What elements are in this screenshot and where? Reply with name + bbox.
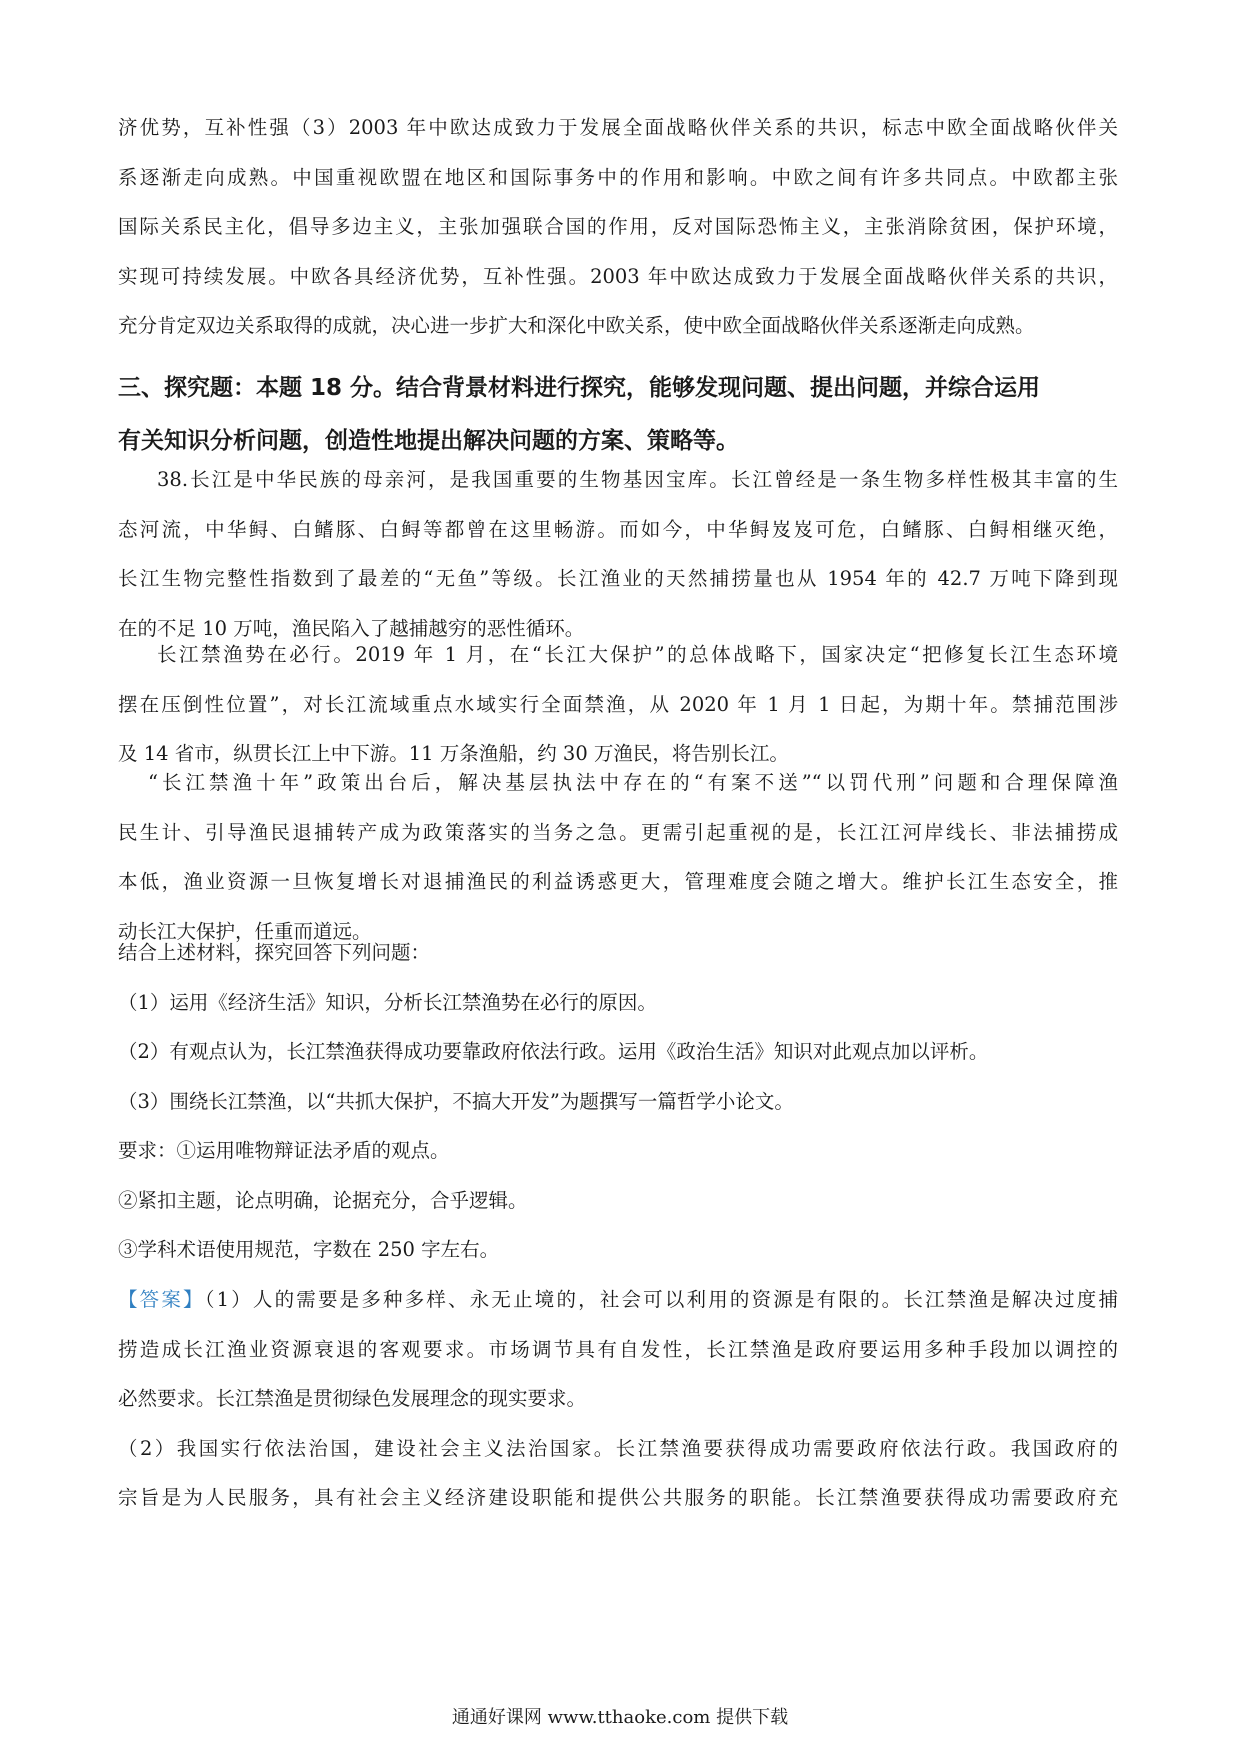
- text-line: （2）我国实行依法治国，建设社会主义法治国家。长江禁渔要获得成功需要政府依法行政。我国政府的: [118, 1436, 1118, 1460]
- text-line: 及 14 省市，纵贯长江上中下游。11 万条渔船，约 30 万渔民，将告别长江。: [118, 742, 789, 765]
- requirement-3: ③学科术语使用规范，字数在 250 字左右。: [118, 1238, 500, 1261]
- text-line: 实现可持续发展。中欧各具经济优势，互补性强。2003 年中欧达成致力于发展全面战略伙伴关系的共识，: [118, 264, 1118, 288]
- text-line: 长江生物完整性指数到了最差的“无鱼”等级。长江渔业的天然捕捞量也从 1954 年的 42.7 万吨下降到现: [118, 567, 1118, 590]
- previous-answer-paragraph: [118, 103, 1118, 351]
- question-3: （3）围绕长江禁渔，以“共抓大保护，不搞大开发”为题撰写一篇哲学小论文。: [118, 1089, 794, 1113]
- text-line: 摆在压倒性位置”，对长江流域重点水域实行全面禁渔，从 2020 年 1 月 1 日起，为期十年。禁捕范围涉: [118, 692, 1118, 716]
- requirement-2: ②紧扣主题，论点明确，论据充分，合乎逻辑。: [118, 1188, 528, 1212]
- answer-line-1: [118, 1275, 1118, 1325]
- answer-block: [118, 1275, 1118, 1523]
- text-line: 济优势，互补性强（3）2003 年中欧达成致力于发展全面战略伙伴关系的共识，标志中欧全面战略伙伴关: [118, 116, 1118, 139]
- text-line: “长江禁渔十年”政策出台后，解决基层执法中存在的“有案不送”“以罚代刑”问题和合理保障渔: [148, 771, 1118, 794]
- text-line: 系逐渐走向成熟。中国重视欧盟在地区和国际事务中的作用和影响。中欧之间有许多共同点。中欧都主张: [118, 165, 1118, 189]
- text-line: 本低，渔业资源一旦恢复增长对退捕渔民的利益诱惑更大，管理难度会随之增大。维护长江生态安全，推: [118, 870, 1118, 893]
- heading-line: 三、探究题：本题 18 分。结合背景材料进行探究，能够发现问题、提出问题，并综合运用: [118, 375, 1041, 401]
- text-line: 宗旨是为人民服务，具有社会主义经济建设职能和提供公共服务的职能。长江禁渔要获得成功需要政府充: [118, 1486, 1118, 1509]
- heading-line: 有关知识分析问题，创造性地提出解决问题的方案、策略等。: [118, 428, 739, 454]
- requirement-1: 要求：①运用唯物辩证法矛盾的观点。: [118, 1139, 450, 1162]
- text-line: 在的不足 10 万吨，渔民陷入了越捕越穷的恶性循环。: [118, 616, 585, 640]
- text-line: 捞造成长江渔业资源衰退的客观要求。市场调节具有自发性，长江禁渔是政府要运用多种手段加以调控的: [118, 1337, 1118, 1361]
- text-line: 民生计、引导渔民退捕转产成为政策落实的当务之急。更需引起重视的是，长江江河岸线长、非法捕捞成: [118, 820, 1118, 844]
- question-1: （1）运用《经济生活》知识，分析长江禁渔势在必行的原因。: [118, 990, 657, 1014]
- question-block: [118, 928, 1118, 1275]
- section-heading: [118, 362, 1118, 468]
- text-line: 必然要求。长江禁渔是贯彻绿色发展理念的现实要求。: [118, 1387, 587, 1410]
- question-2: （2）有观点认为，长江禁渔获得成功要靠政府依法行政。运用《政治生活》知识对此观点加以评析。: [118, 1040, 989, 1063]
- text-line: 国际关系民主化，倡导多边主义，主张加强联合国的作用，反对国际恐怖主义，主张消除贫困，保护环境，: [118, 215, 1118, 238]
- text-line: 态河流，中华鲟、白鳍豚、白鲟等都曾在这里畅游。而如今，中华鲟岌岌可危，白鳍豚、白鲟相继灭绝，: [118, 517, 1118, 541]
- material-paragraph-1: [118, 455, 1118, 653]
- material-paragraph-3: [118, 758, 1118, 956]
- text-line: 动长江大保护，任重而道远。: [118, 919, 372, 943]
- page-footer: 通通好课网 www.tthaoke.com 提供下载: [451, 1707, 789, 1728]
- material-paragraph-2: [118, 630, 1118, 779]
- text-line: 充分肯定双边关系取得的成就，决心进一步扩大和深化中欧关系，使中欧全面战略伙伴关系逐渐走向成熟。: [118, 314, 1035, 337]
- text-line: 长江禁渔势在必行。2019 年 1 月，在“长江大保护”的总体战略下，国家决定“把修复长江生态环境: [157, 643, 1118, 666]
- question-intro: 结合上述材料，探究回答下列问题：: [118, 941, 431, 964]
- answer-tag: 【答案】: [118, 1288, 205, 1311]
- answer-text: （1）人的需要是多种多样、永无止境的，社会可以利用的资源是有限的。长江禁渔是解决过度捕: [204, 1288, 1118, 1311]
- text-line: 38.长江是中华民族的母亲河，是我国重要的生物基因宝库。长江曾经是一条生物多样性极其丰富的生: [157, 468, 1118, 491]
